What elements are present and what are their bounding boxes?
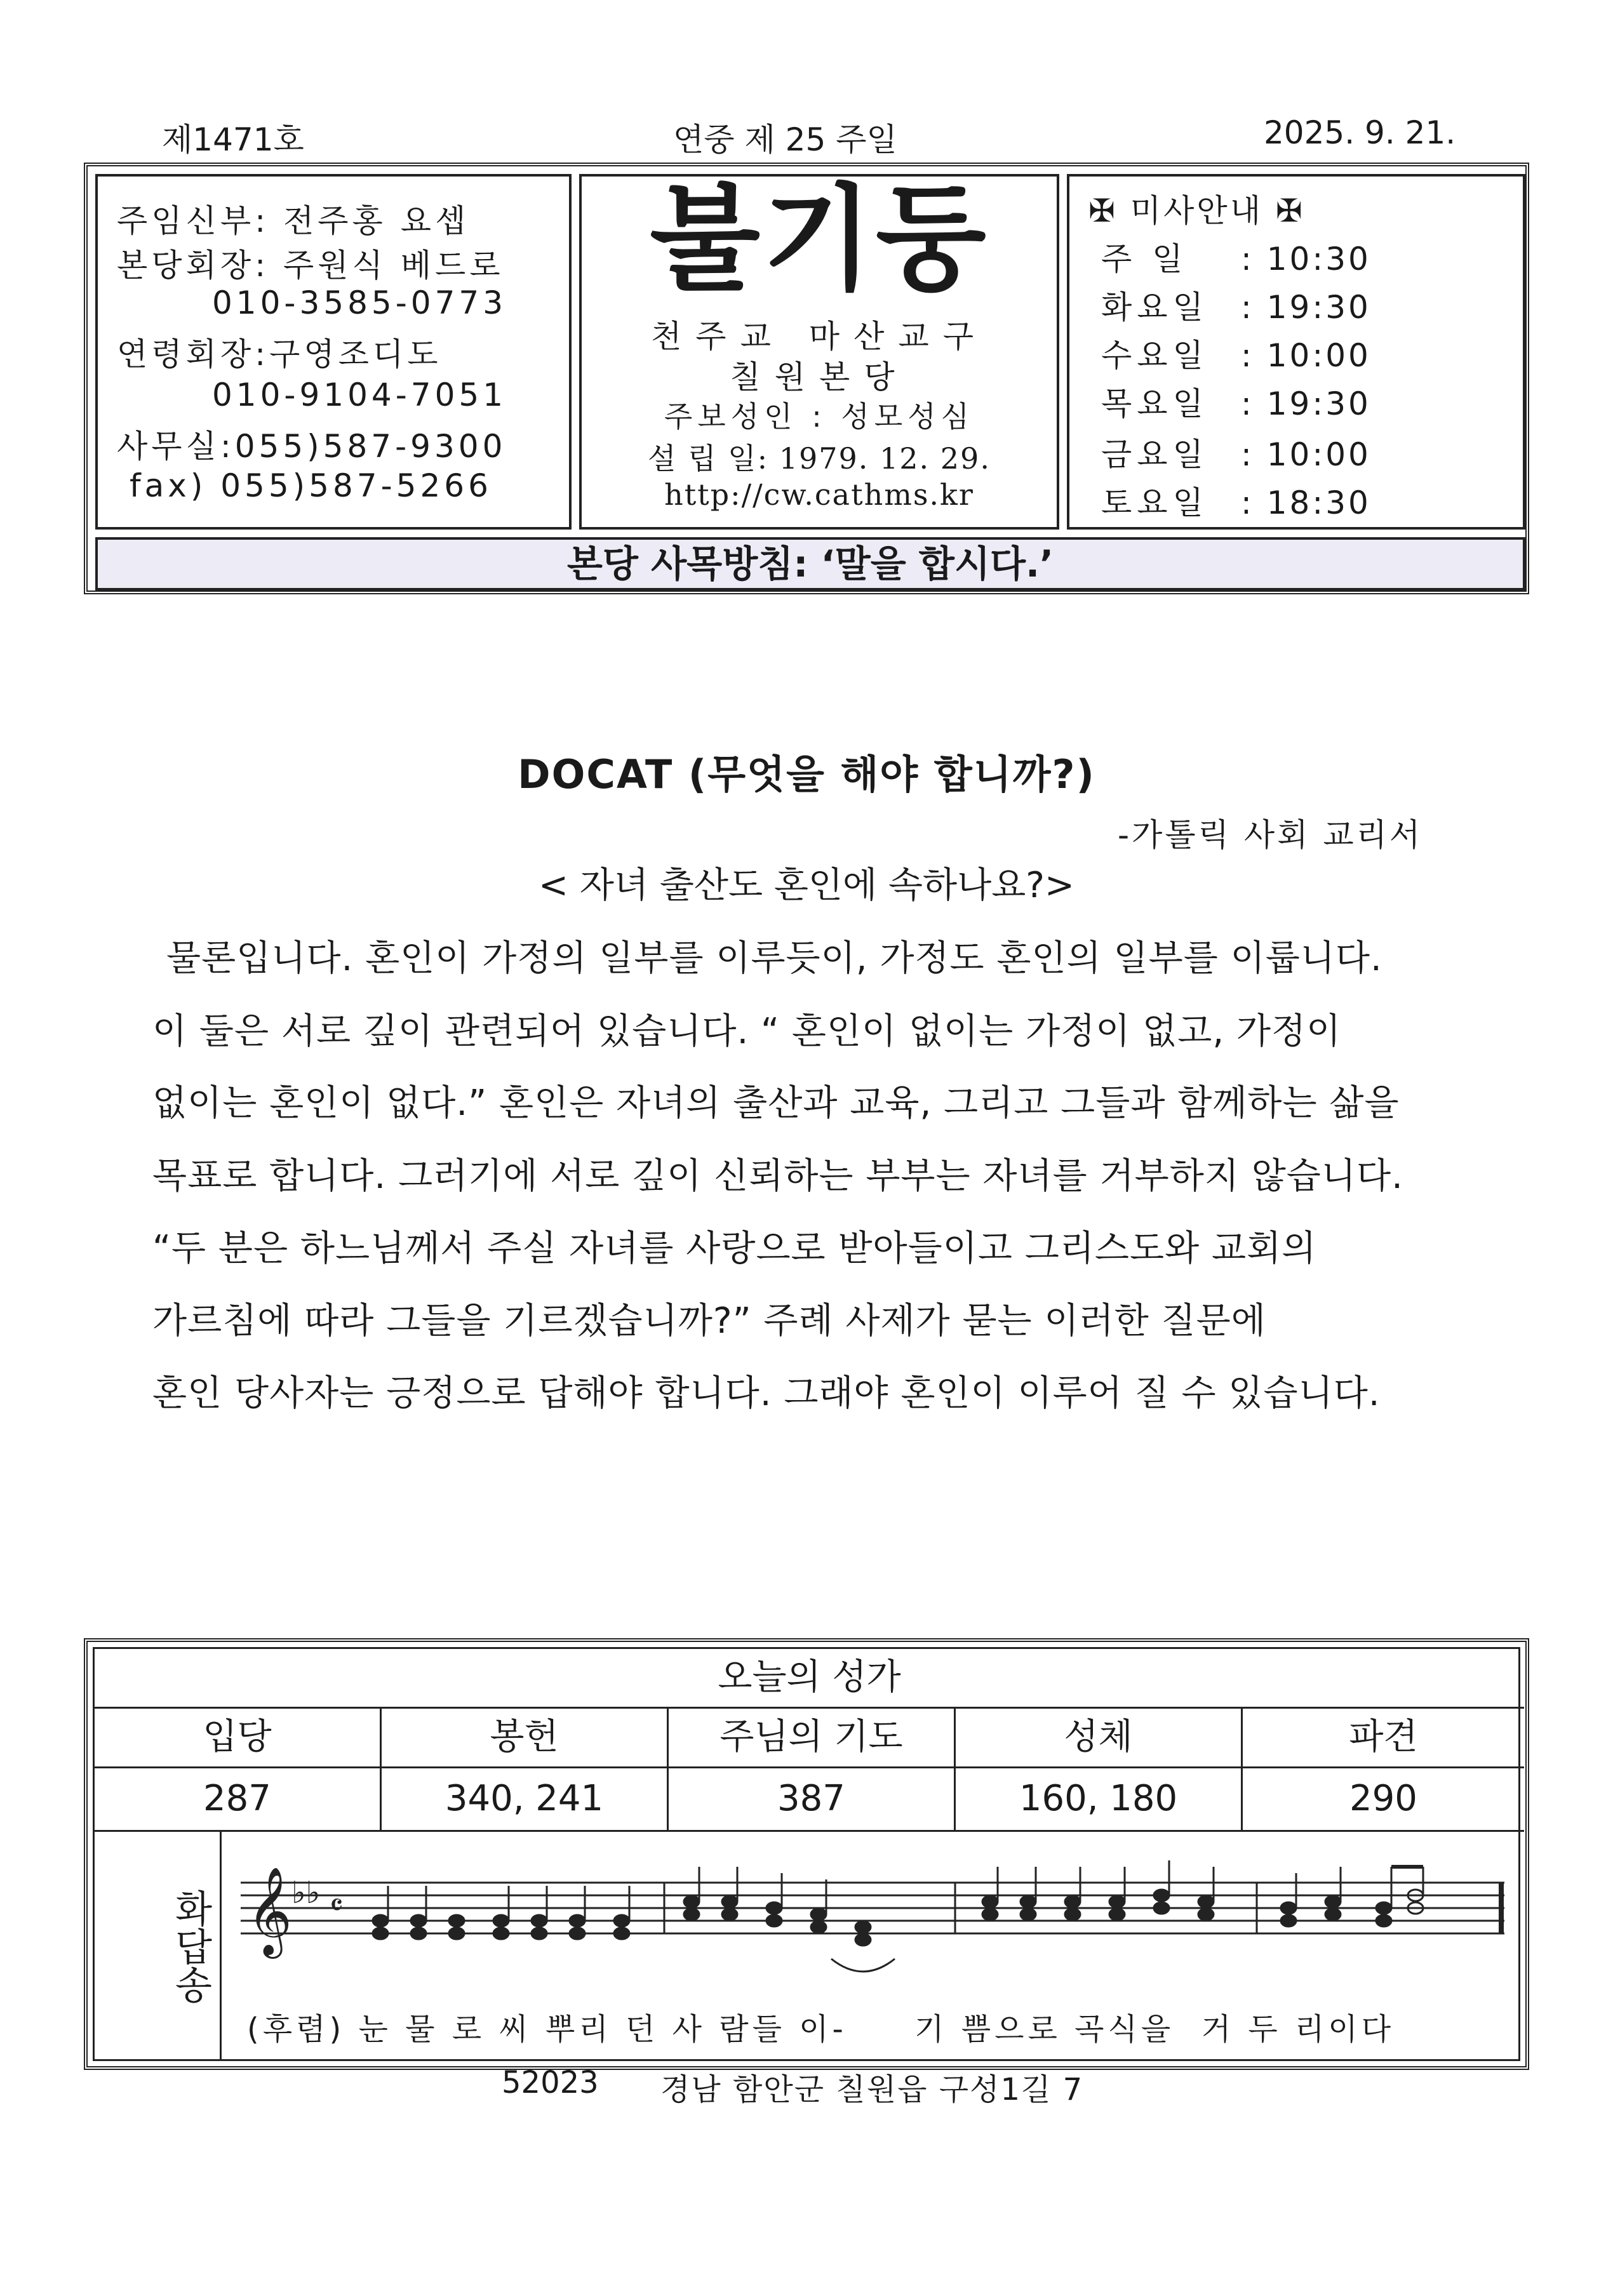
- president-phone: 010-3585-0773: [212, 284, 507, 321]
- hymn-number: 340, 241: [382, 1768, 669, 1832]
- hymn-number: 290: [1243, 1768, 1524, 1832]
- address: 경남 함안군 칠원읍 구성1길 7: [660, 2072, 1084, 2107]
- article-line: 가르침에 따라 그들을 기르겠습니까?” 주례 사제가 묻는 이러한 질문에: [152, 1300, 1266, 1342]
- article-question: < 자녀 출산도 혼인에 속하나요?>: [539, 865, 1074, 906]
- mass-row: 목요일 : 19:30: [1101, 385, 1371, 422]
- founded-date: 설 립 일: 1979. 12. 29.: [648, 441, 991, 476]
- issue-number: 제1471호: [162, 121, 304, 158]
- hymn-header: 주님의 기도: [669, 1709, 956, 1768]
- mass-row: 수요일 : 10:00: [1101, 337, 1371, 374]
- parish-president: 본당회장: 주원식 베드로: [117, 247, 504, 284]
- article-line: 이 둘은 서로 깊이 관련되어 있습니다. “ 혼인이 없이는 가정이 없고, 가정이: [152, 1011, 1342, 1052]
- newsletter-title: 불기둥: [650, 173, 989, 306]
- article-line: 물론입니다. 혼인이 가정의 일부를 이루듯이, 가정도 혼인의 일부를 이룹니다.: [166, 938, 1382, 979]
- mass-row: 화요일 : 19:30: [1101, 289, 1371, 326]
- masthead-center: [579, 174, 1059, 530]
- article-line: 없이는 혼인이 없다.” 혼인은 자녀의 출산과 교육, 그리고 그들과 함께하는 삶을: [152, 1083, 1400, 1124]
- masthead-box: [84, 163, 1529, 594]
- article-line: 목표로 합니다. 그러기에 서로 깊이 신뢰하는 부부는 자녀를 거부하지 않습니다.: [152, 1156, 1403, 1197]
- liturgical-week: 연중 제 25 주일: [673, 121, 897, 158]
- psalm-lyrics: (후렴) 눈 물 로 씨 뿌리 던 사 람들 이- 기 쁨으로 곡식을 거 두 리이다: [247, 2012, 1395, 2047]
- postcode: 52023: [502, 2065, 599, 2100]
- fax-number: fax) 055)587-5266: [130, 467, 492, 504]
- issue-date: 2025. 9. 21.: [1264, 114, 1456, 151]
- svg-text:𝄞: 𝄞: [247, 1867, 292, 1955]
- mass-schedule: [1067, 174, 1525, 530]
- hymn-number: 287: [95, 1768, 382, 1832]
- mass-row: 금요일 : 10:00: [1101, 436, 1371, 473]
- hymn-header: 봉헌: [382, 1709, 669, 1768]
- svg-text:♭♭: ♭♭: [291, 1875, 321, 1911]
- article-source: -가톨릭 사회 교리서: [1118, 817, 1423, 853]
- mass-row: 주 일 : 10:30: [1101, 241, 1371, 277]
- diocese: 천주교 마산교구: [651, 318, 987, 355]
- hymn-header: 입당: [95, 1709, 382, 1768]
- hymn-number: 387: [669, 1768, 956, 1832]
- hymn-header: 성체: [956, 1709, 1243, 1768]
- article-line: 혼인 당사자는 긍정으로 답해야 합니다. 그래야 혼인이 이루어 질 수 있습니다.: [152, 1373, 1381, 1414]
- hymn-table: [84, 1638, 1529, 2070]
- parish-website[interactable]: http://cw.cathms.kr: [664, 477, 974, 512]
- svg-text:𝄴: 𝄴: [330, 1888, 344, 1923]
- psalm-label: 화답송: [168, 1889, 213, 2003]
- union-phone: 010-9104-7051: [212, 377, 507, 413]
- parish-info: [95, 174, 572, 530]
- article-title: DOCAT (무엇을 해야 합니까?): [518, 751, 1095, 798]
- psalm-label-cell: [95, 1832, 222, 2059]
- mass-schedule-title: ✠ 미사안내 ✠: [1088, 192, 1305, 229]
- hymn-header: 파견: [1243, 1709, 1524, 1768]
- pastor: 주임신부: 전주홍 요셉: [117, 203, 470, 239]
- article-line: “두 분은 하느님께서 주실 자녀를 사랑으로 받아들이고 그리스도와 교회의: [152, 1228, 1317, 1269]
- pastoral-motto: 본당 사목방침: ‘말을 합시다.’: [95, 537, 1525, 591]
- hymn-table-title: 오늘의 성가: [95, 1649, 1524, 1709]
- psalm-score: [222, 1832, 1524, 2059]
- parish-name: 칠원본당: [730, 359, 909, 396]
- mass-row: 토요일 : 18:30: [1101, 484, 1371, 521]
- union-president: 연령회장:구영조디도: [117, 336, 442, 373]
- hymn-number: 160, 180: [956, 1768, 1243, 1832]
- patron-saint: 주보성인 : 성모성심: [664, 399, 975, 434]
- office-phone: 사무실:055)587-9300: [117, 428, 507, 465]
